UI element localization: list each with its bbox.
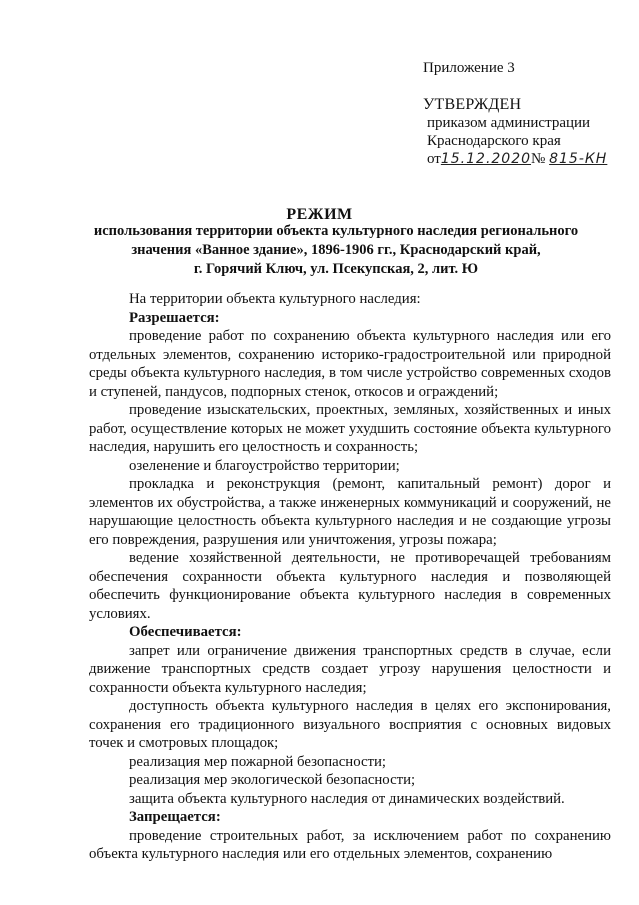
- number-prefix: №: [531, 151, 546, 167]
- approval-line-2: Краснодарского края: [427, 133, 561, 149]
- intro-paragraph: На территории объекта культурного наследия:: [129, 291, 421, 307]
- approval-line-1: приказом администрации: [427, 115, 591, 131]
- body-paragraph: защита объекта культурного наследия от динамических воздействий.: [129, 790, 565, 807]
- body-paragraph: ведение хозяйственной деятельности, не противоречащей требованиям обеспечения сохранности объекта культурного наследия и позволяющей обеспечить функционирование объекта культурного наследия в современных условиях.: [89, 550, 611, 622]
- section-heading-prohibited: Запрещается:: [129, 809, 221, 825]
- handwritten-date: 15.12.2020: [440, 151, 532, 167]
- date-prefix: от: [427, 151, 441, 167]
- document-title: РЕЖИМ: [286, 206, 353, 223]
- body-paragraph: доступность объекта культурного наследия в целях его экспонирования, сохранения его традиционного визуального восприятия с основных видовых точек и смотровых площадок;: [89, 698, 611, 751]
- body-paragraph: проведение работ по сохранению объекта культурного наследия или его отдельных элементов, сохранению историко-градостроительной или природной среды объекта культурного наследия, в том числе устройство современных сходов и ступеней, пандусов, подпорных стенок, откосов и ограждений;: [89, 328, 611, 400]
- body-paragraph: проведение строительных работ, за исключением работ по сохранению объекта культурного наследия или его отдельных элементов, сохранению: [89, 827, 611, 862]
- body-paragraph: прокладка и реконструкция (ремонт, капитальный ремонт) дорог и элементов их обустройства, а также инженерных коммуникаций и сооружений, не нарушающие целостность объекта культурного наследия и не создающие угрозы его повреждения, разрушения или уничтожения, угрозы пожара;: [89, 476, 611, 548]
- section-heading-ensured: Обеспечивается:: [129, 624, 242, 640]
- body-paragraph: проведение изыскательских, проектных, земляных, хозяйственных и иных работ, осуществление которых не может ухудшить состояние объекта культурного наследия, нарушить его целостность и сохранность;: [89, 402, 611, 455]
- approval-title: УТВЕРЖДЕН: [423, 96, 522, 113]
- body-paragraph: озеленение и благоустройство территории;: [129, 457, 400, 474]
- subtitle-line-1: использования территории объекта культурного наследия регионального: [93, 223, 579, 239]
- handwritten-number: 815-КН: [549, 151, 608, 167]
- body-paragraph: реализация мер экологической безопасности;: [129, 772, 416, 788]
- appendix-label: Приложение 3: [423, 60, 515, 76]
- order-date-line: [423, 150, 607, 168]
- body-paragraph: запрет или ограничение движения транспортных средств в случае, если движение транспортных средств создает угрозу нарушения целостности и сохранности объекта культурного наследия;: [89, 642, 611, 696]
- document-body: [89, 290, 611, 864]
- section-heading-allowed: Разрешается:: [129, 309, 220, 326]
- document-subtitle: [86, 222, 586, 279]
- subtitle-line-3: г. Горячий Ключ, ул. Псекупская, 2, лит. Ю: [193, 261, 479, 277]
- approval-block: [423, 96, 607, 168]
- subtitle-line-2: значения «Ванное здание», 1896-1906 гг., Краснодарский край,: [131, 242, 541, 258]
- body-paragraph: реализация мер пожарной безопасности;: [129, 753, 387, 770]
